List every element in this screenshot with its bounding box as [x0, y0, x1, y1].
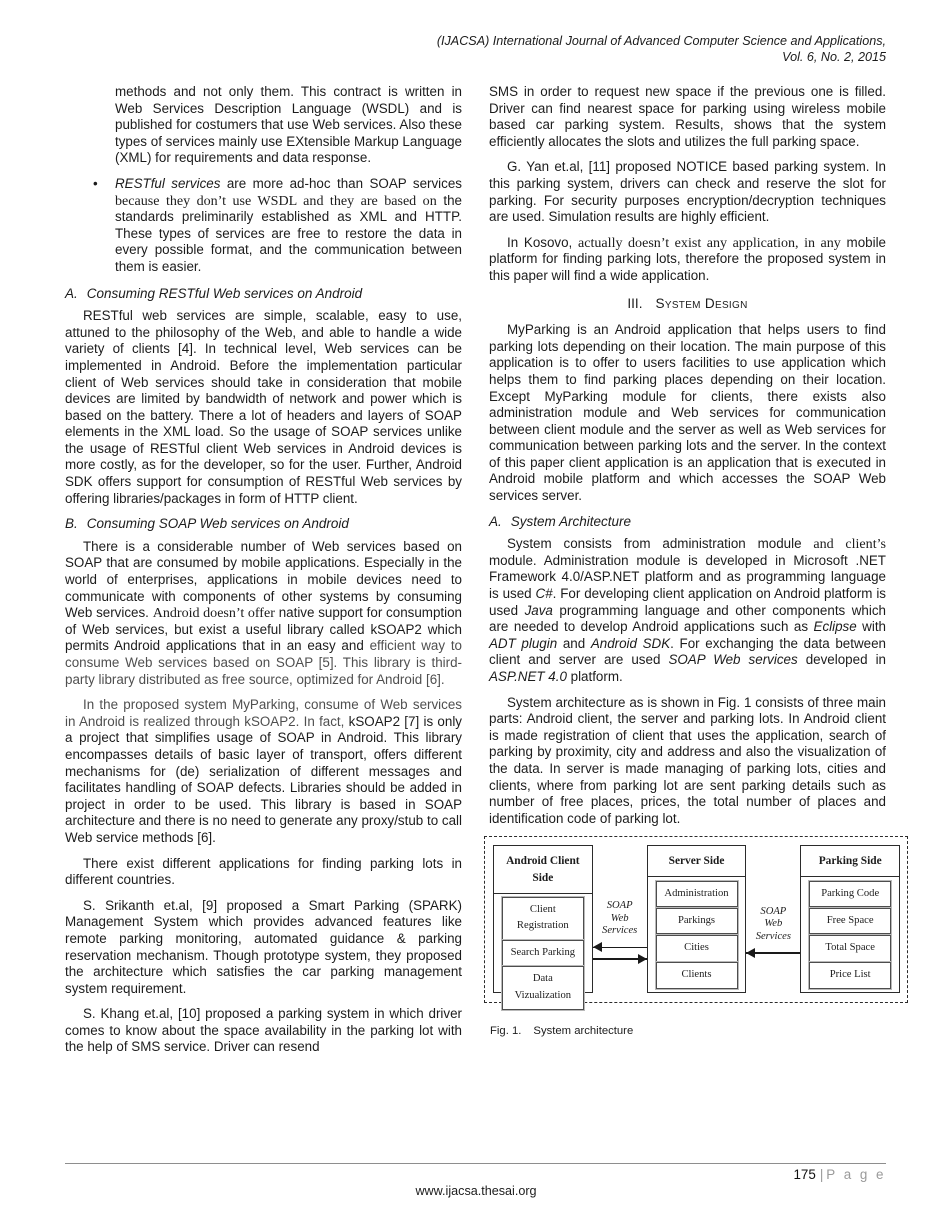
paragraph-restful-services — [65, 308, 462, 507]
figure-box-free-space: Free Space — [809, 908, 891, 935]
text-run: Eclipse — [813, 619, 857, 635]
text-run: In the proposed system MyParking, consume of Web services in Android is realized through kSOAP2. In fact, — [65, 697, 462, 729]
text-run: G. Yan et.al, [11] proposed NOTICE based parking system. In this parking system, drivers can check and reserve the slot for parking. For security purposes encryption/decryption techniques are used. Simulation results are highly efficient. — [489, 159, 886, 225]
journal-url: www.ijacsa.thesai.org — [415, 1184, 537, 1198]
text-run: C# — [535, 586, 553, 602]
connector-client-server — [593, 845, 647, 993]
journal-header — [437, 34, 886, 65]
heading-title: Consuming SOAP Web services on Android — [86, 516, 349, 532]
heading-title: System Architecture — [510, 513, 632, 529]
heading-consuming-soap — [65, 516, 462, 533]
right-column — [489, 84, 886, 1040]
text-run: ADT plugin — [489, 635, 558, 651]
text-run: MyParking is an Android application that helps users to find parking lots depending on their location. The main purpose of this application is to offer to users facilities to use application which helps them to find parking places depending on their location. Except MyParking module for clients, there exists also administration module and Web services for communication between client module and the server as well as Web services for communication between parking lots and the server. In the context of this paper client application is an application that is executed in Android mobile platform and which accesses the SOAP Web services server. — [489, 322, 886, 504]
soap-web-services-label — [746, 906, 800, 944]
text-run: In Kosovo, — [507, 234, 578, 250]
figure-caption — [490, 1023, 886, 1040]
heading-consuming-restful — [65, 286, 462, 303]
panel-items — [648, 877, 746, 992]
bullet-item-restful — [65, 176, 462, 276]
paragraph-applications-exist — [65, 856, 462, 889]
paragraph-ksoap2 — [65, 697, 462, 846]
text-run: actually doesn’t exist any application, in any — [578, 234, 841, 251]
panel-items — [494, 894, 592, 1013]
panel-parking-side — [800, 845, 900, 993]
panel-items — [801, 877, 899, 992]
text-run: SMS in order to request new space if the previous one is filled. Driver can find nearest space for parking using wireless mobile based car parking system. Results, shows that the system efficiently allocates the slots and utilizes the full parking space. — [489, 84, 886, 149]
paragraph-kosovo — [489, 235, 886, 285]
paragraph-sms-continuation — [489, 84, 886, 150]
soap-label-line1: SOAP — [760, 905, 787, 917]
figure-system-architecture — [484, 836, 908, 1003]
text-run: . For exchanging the data between client and server are used — [489, 635, 886, 668]
bullet-text-restful — [115, 176, 462, 276]
text-run: programming language and other components which are needed to develop Android applications such as — [489, 602, 886, 635]
panel-server-side — [647, 845, 747, 993]
figure-box-parking-code: Parking Code — [809, 881, 891, 908]
figure-box-price-list: Price List — [809, 962, 891, 989]
text-run: There exist different applications for finding parking lots in different countries. — [65, 855, 462, 888]
text-run: and — [557, 635, 591, 651]
text-run: the standards preliminarily established as XML and HTTP. These types of services are free to restore the data in every possible format, and the communication between them is easier. — [115, 192, 462, 274]
text-run: mobile platform for finding parking lots, therefore the proposed system in this paper will find a wide application. — [489, 234, 886, 283]
paragraph-myparking — [489, 322, 886, 505]
paragraph-srikanth — [65, 898, 462, 998]
bullet-icon: • — [93, 175, 98, 191]
heading-title: Consuming RESTful Web services on Android — [86, 285, 363, 301]
page-number-label — [793, 1167, 886, 1182]
panel-android-client-side — [493, 845, 593, 1001]
figure-box-data-vizualization: Data Vizualization — [502, 966, 584, 1009]
text-run: kSOAP2 [7] is only a project that simplifies usage of SOAP in Android. This library encompasses details of basic layer of transport, offers different mechanisms for (de) serialization of different messages and facilitates handling of SOAP defects. Libraries should be added in project in order to be used. This library is based in SOAP architecture and there is no need to generate any proxy/stub to call Web service methods [6]. — [65, 713, 462, 845]
journal-title: (IJACSA) International Journal of Advanced Computer Science and Applications, — [436, 34, 886, 48]
text-run: Java — [524, 602, 553, 618]
text-run: RESTful services — [115, 175, 221, 191]
text-run: RESTful web services are simple, scalable, easy to use, attuned to the philosophy of the Web, and able to handle a wide variety of clients [4]. In technical level, Web services can be implemented in Android. Before the implementation particular client of Web services should take in consideration that mobile devices are limited by bandwidth of network and power which is based on the battery. There a lot of headers and layers of SOAP elements in the XML load. So the usage of SOAP services unlike the usage of RESTful client Web services in Android devices is more costly, as for the developer, so for the user. Further, Android SDK offers support for consumption of RESTful Web services by offering libraries/packages in form of HTTP client. — [65, 308, 462, 506]
section-number: III. — [627, 295, 643, 311]
page-number-separator: | — [819, 1167, 824, 1182]
paragraph-system-consists — [489, 536, 886, 685]
text-run: efficient way to consume Web services based on SOAP [5]. This library is third-party library distributed as free source, optimized for Android [6]. — [65, 638, 463, 687]
text-run: Android doesn’t offer — [152, 605, 275, 622]
figure-box-client-registration: Client Registration — [502, 897, 584, 940]
page-word: P a g e — [826, 1167, 886, 1182]
text-run: developed in — [797, 652, 886, 668]
text-run: and client’s — [813, 536, 886, 553]
figure-box-parkings: Parkings — [656, 908, 738, 935]
journal-volume: Vol. 6, No. 2, 2015 — [782, 49, 886, 64]
text-run: . For developing client application on Android platform is used — [489, 586, 886, 618]
text-run: S. Khang et.al, [10] proposed a parking system in which driver comes to know about the space availability in the parking lot with the help of SMS service. Driver can resend — [65, 1006, 462, 1055]
text-run: System consists from administration module — [507, 536, 814, 552]
text-run: There is a considerable number of Web services based on SOAP that are consumed by mobile applications. Especially in the world of enterprises, applications in mobile devices need to communicate with components of other systems by consuming Web services. — [65, 538, 462, 621]
left-column — [65, 84, 462, 1065]
text-run: are more ad-hoc than SOAP services — [220, 175, 462, 191]
soap-label-line2: Web Services — [755, 918, 791, 942]
figure-box-administration: Administration — [656, 881, 738, 908]
heading-system-design — [489, 296, 886, 313]
panel-title: Parking Side — [801, 846, 899, 877]
figure-box-clients: Clients — [656, 962, 738, 989]
figure-box-search-parking: Search Parking — [502, 940, 584, 967]
paragraph-soap-services — [65, 539, 462, 688]
figure-box-total-space: Total Space — [809, 935, 891, 962]
soap-web-services-label — [593, 900, 647, 938]
figure-caption-label: Fig. 1. — [490, 1025, 522, 1038]
paragraph-yan — [489, 159, 886, 225]
figure-caption-text: System architecture — [533, 1025, 634, 1038]
text-run: native support for consumption of Web services, but exist a useful library called kSOAP2 which permits Android applications that in an easy and — [65, 605, 462, 654]
heading-number: A. — [489, 513, 502, 529]
panel-title: Android Client Side — [494, 846, 592, 893]
heading-system-architecture — [489, 514, 886, 531]
text-run: S. Srikanth et.al, [9] proposed a Smart Parking (SPARK) Management System which provides advanced features like remote parking monitoring, automated guidance & parking reservation mechanism. Though prototype system, they proposed the architecture which satisfies the car parking management system requirement. — [65, 897, 462, 996]
heading-number: A. — [65, 285, 78, 301]
text-run: with — [856, 619, 886, 635]
paragraph-khang — [65, 1006, 462, 1056]
text-run: SOAP Web services — [668, 652, 798, 668]
text-run: methods and not only them. This contract is written in Web Services Description Language (WSDL) and is published for costumers that use Web services. Also these types of services mainly use EXtensible Markup Language (XML) for requirements and data response. — [115, 84, 462, 166]
paragraph-wsdl-continuation — [115, 84, 462, 167]
section-title: System Design — [655, 295, 748, 311]
figure-box-cities: Cities — [656, 935, 738, 962]
footer-divider — [65, 1163, 886, 1164]
soap-label-line1: SOAP — [606, 900, 633, 911]
arrow-left-icon — [746, 952, 800, 954]
heading-number: B. — [65, 516, 78, 532]
connector-server-parking — [746, 845, 800, 993]
arrow-right-icon — [593, 958, 647, 960]
paragraph-architecture-fig1 — [489, 695, 886, 828]
arrow-left-icon — [593, 947, 647, 949]
text-run: ASP.NET 4.0 — [489, 669, 567, 684]
panel-title: Server Side — [648, 846, 746, 877]
text-run: module. Administration module is developed in Microsoft .NET Framework 4.0/ASP.NET platform and as programming language is used — [489, 552, 886, 602]
soap-label-line2: Web Services — [602, 912, 638, 936]
page-number: 175 — [793, 1167, 816, 1182]
text-run: because they don’t use WSDL and they are based on — [115, 192, 437, 209]
text-run: platform. — [566, 669, 623, 684]
text-run: Android SDK — [590, 635, 671, 651]
text-run: System architecture as is shown in Fig. 1 consists of three main parts: Android client, the server and parking lots. In Android client is made registration of client that uses the application, search of parking by proximity, city and address and also the visualization of the data. In server is made managing of parking lots, cities and clients, where from parking lot are sent parking details such as number of free places, prices, the total number of places and identification code of parking lot. — [489, 694, 886, 826]
